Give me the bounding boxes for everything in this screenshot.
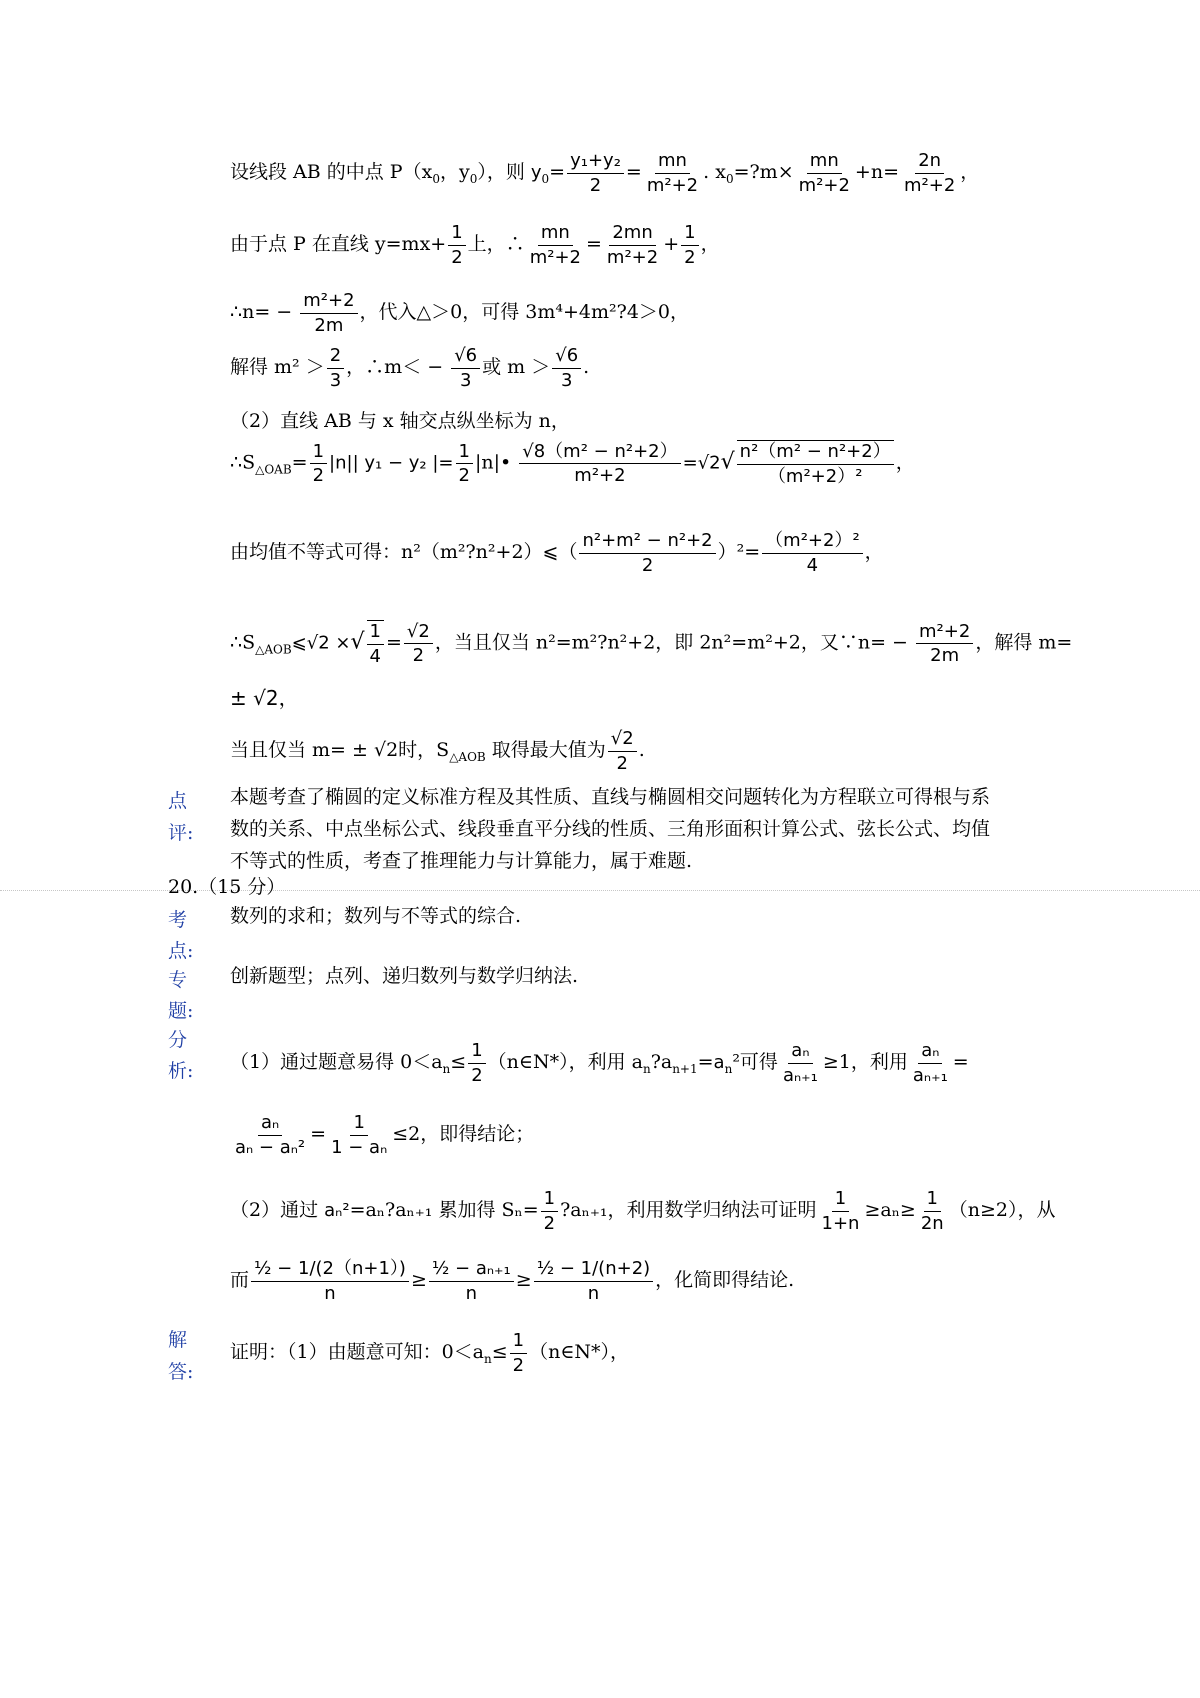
kaodian-label-top: 考	[168, 909, 188, 931]
text: .	[583, 356, 590, 379]
text: 设线段 AB 的中点 P（x	[230, 161, 433, 184]
analysis-line-1: （1）通过题意易得 $0<a_n\le$ $\frac{1}{2}$ （n∈N*），利用 $a_n?a_{n+1}=a_n^2$可得 $\frac{\text{aₙ}}{\text{aₙ₊₁}}$ ≥1，利用 $\frac{\text{aₙ}}{\text{aₙ₊₁}}$ =	[230, 1040, 969, 1086]
numerator: aₙ	[258, 1112, 282, 1136]
fraction	[327, 345, 344, 391]
denominator: 2	[471, 1064, 483, 1086]
subscript: △AOB	[449, 749, 486, 764]
solution-line-max-area	[230, 728, 645, 774]
fenxi-label-top: 分	[168, 1029, 188, 1051]
text: =?m×	[733, 161, 794, 184]
analysis-line-4	[230, 1258, 794, 1304]
text: =	[385, 631, 402, 654]
numerator: 1	[832, 1188, 849, 1212]
text: 由均值不等式可得：n²（m²?n²+2）⩽（	[230, 541, 578, 564]
fraction	[762, 530, 863, 576]
numerator: 1	[456, 441, 473, 465]
zhuanti-text	[230, 965, 578, 988]
question-20-title	[168, 876, 285, 899]
fraction	[918, 1188, 947, 1234]
text: ）²=	[717, 541, 761, 564]
text: |n|| y₁ − y₂ |=	[329, 452, 454, 474]
denominator: aₙ₊₁	[782, 1064, 818, 1086]
fraction	[456, 441, 473, 487]
denominator: 2	[589, 174, 602, 196]
fraction	[579, 530, 715, 576]
text: 当且仅当 m= ± √2时，S	[230, 739, 450, 762]
denominator: m²+2	[646, 174, 699, 196]
fraction	[780, 1040, 821, 1086]
numerator: 1	[310, 441, 327, 465]
numerator: ½ − 1/(n+2)	[534, 1258, 653, 1282]
denominator: 2	[543, 1212, 556, 1234]
text: ，解得 m=	[975, 631, 1073, 654]
text: 由于点 P 在直线 y=mx+	[230, 233, 447, 256]
text: ，	[895, 451, 915, 474]
text: 解得 m² ＞	[230, 356, 325, 379]
text: ），则	[477, 161, 531, 184]
text: y	[530, 162, 542, 184]
fraction	[468, 1040, 485, 1086]
comment-label-bottom: 评:	[168, 822, 194, 844]
text: a	[713, 1052, 725, 1074]
fraction	[451, 345, 480, 391]
fraction	[367, 620, 384, 667]
denominator: 2	[451, 246, 463, 268]
text: ，化简即得结论.	[655, 1269, 795, 1292]
denominator: 2m	[930, 645, 960, 667]
comment-line-1	[230, 786, 990, 809]
denominator: 4	[806, 554, 819, 576]
text: ≥aₙ≥	[864, 1199, 916, 1222]
fraction	[737, 440, 894, 487]
denominator: 2m	[314, 314, 344, 336]
fraction	[796, 150, 853, 196]
solution-line-n-value	[230, 290, 689, 336]
fraction	[916, 621, 973, 667]
fraction	[608, 728, 637, 774]
fraction	[519, 441, 680, 487]
solution-line-m-value	[230, 686, 299, 710]
text: 不等式的性质，考查了推理能力与计算能力，属于难题.	[230, 850, 693, 872]
fraction	[644, 150, 701, 196]
solution-part1-line: 证明：（1）由题意可知：$0<a_n\le$ $\frac{1}{2}$ （n∈N*），	[230, 1330, 630, 1376]
text: 证明：（1）由题意可知：0＜a	[230, 1341, 485, 1364]
text: ?aₙ₊₁，利用数学归纳法可证明	[560, 1199, 817, 1222]
text: ∴S	[230, 451, 256, 474]
text: 而	[230, 1269, 250, 1292]
text: 本题考查了椭圆的定义标准方程及其性质、直线与椭圆相交问题转化为方程联立可得根与系	[230, 786, 991, 808]
solution-line-area-bound	[230, 620, 1072, 667]
denominator: m²+2	[574, 465, 626, 487]
text: 取得最大值为	[485, 739, 606, 762]
numerator: 1	[350, 1112, 367, 1136]
subscript: △OAB	[255, 462, 292, 477]
numerator: y₁+y₂	[567, 150, 624, 174]
denominator: m²+2	[529, 246, 581, 268]
denominator: 4	[369, 645, 381, 667]
numerator: mn	[655, 150, 690, 174]
numerator: √8（m² − n²+2）	[519, 441, 680, 465]
text: +	[663, 233, 680, 256]
zhuanti-label-top: 专	[168, 969, 188, 991]
text: （2）通过	[230, 1199, 325, 1222]
denominator: n	[324, 1282, 336, 1304]
text: ，代入△＞0，可得 3m⁴+4m²?4＞0，	[359, 301, 690, 324]
comment-line-2	[230, 818, 990, 841]
text: =	[585, 233, 602, 256]
fraction	[404, 621, 433, 667]
kaodian-text	[230, 905, 521, 928]
denominator: 2	[412, 645, 425, 667]
text: ≥1，利用	[822, 1051, 908, 1074]
fenxi-label-bottom: 析:	[168, 1060, 194, 1082]
numerator: 2	[327, 345, 344, 369]
denominator: 2	[512, 1354, 525, 1376]
text: |n|•	[474, 451, 518, 474]
text: ，y	[439, 161, 470, 184]
numerator: 1	[681, 222, 698, 246]
numerator: mn	[538, 222, 573, 246]
text: （n≥2），从	[948, 1199, 1056, 1222]
denominator: aₙ₊₁	[912, 1064, 948, 1086]
kaodian-label-bottom: 点:	[168, 940, 194, 962]
radical-sign: √	[350, 629, 365, 655]
denominator: 2	[312, 465, 325, 487]
solution-line-midpoint: 设线段 AB 的中点 $P(x_0$，$y_0$），则 $y_0=$ $\frac{\text{y₁+y₂}}{2}$ = $\frac{mn}{\text{m²+2}}$ . $x_0=?m\times$ $\frac{mn}{\text{m²+2}}$ +n= $\frac{2n}{\text{m²+2}}$ ，	[230, 150, 980, 196]
text: .	[638, 739, 645, 762]
text: =√2	[682, 452, 721, 474]
denominator: n	[587, 1282, 600, 1304]
text: 数列的求和；数列与不等式的综合.	[230, 905, 522, 927]
text: ∴S	[230, 631, 256, 654]
solution-line-part2-intro	[230, 410, 570, 433]
text: ± √2，	[230, 686, 299, 710]
fraction	[819, 1188, 863, 1234]
numerator: aₙ	[918, 1040, 942, 1064]
text: （n∈N*），	[529, 1341, 630, 1364]
text: ⩽√2 ×	[291, 632, 351, 654]
numerator: √6	[451, 345, 480, 369]
denominator: 1 − aₙ	[331, 1136, 388, 1158]
text: ，当且仅当 n²=m²?n²+2，即 2n²=m²+2，又∵n= −	[434, 631, 915, 654]
numerator: √6	[552, 345, 581, 369]
numerator: mn	[807, 150, 842, 174]
solution-line-area-formula	[230, 440, 915, 487]
denominator: 1+n	[821, 1212, 860, 1234]
solution-line-point-on-line	[230, 222, 720, 268]
text: （2）直线 AB 与 x 轴交点纵坐标为 n，	[230, 410, 570, 432]
text: . x	[703, 161, 726, 184]
text: ?a	[650, 1051, 673, 1074]
text: ≤	[491, 1341, 508, 1364]
fraction	[604, 222, 661, 268]
numerator: 2mn	[609, 222, 655, 246]
numerator: n²+m² − n²+2	[579, 530, 715, 554]
fraction	[510, 1330, 527, 1376]
text: 创新题型；点列、递归数列与数学归纳法.	[230, 965, 579, 987]
fraction	[910, 1040, 951, 1086]
denominator: 3	[560, 369, 573, 391]
fraction	[527, 222, 584, 268]
text: ∴n= −	[230, 301, 299, 324]
numerator: aₙ	[788, 1040, 812, 1064]
text: =	[291, 451, 308, 474]
text: ，	[864, 541, 884, 564]
fraction	[448, 222, 465, 268]
denominator: aₙ − aₙ²	[235, 1136, 306, 1158]
solution-line-mean-inequality	[230, 530, 884, 576]
fraction	[251, 1258, 409, 1304]
text: =	[310, 1123, 327, 1146]
fraction	[552, 345, 581, 391]
fraction	[567, 150, 624, 196]
denominator: 3	[459, 369, 472, 391]
fraction	[534, 1258, 653, 1304]
numerator: m²+2	[916, 621, 973, 645]
fraction	[681, 222, 698, 268]
text: ≤	[450, 1051, 467, 1074]
text: ，	[960, 161, 980, 184]
text: 或 m ＞	[482, 356, 551, 379]
denominator: 2	[616, 752, 628, 774]
numerator: （m²+2）²	[762, 530, 863, 554]
text: aₙ²	[324, 1200, 350, 1222]
solution-line-m-range	[230, 345, 589, 391]
text: ≤2，即得结论；	[392, 1123, 535, 1146]
fraction	[429, 1258, 514, 1304]
zhuanti-label-bottom: 题:	[168, 1000, 194, 1022]
denominator: 2	[458, 465, 470, 487]
numerator: m²+2	[300, 290, 357, 314]
text: ²可得	[732, 1051, 778, 1074]
text: 数的关系、中点坐标公式、线段垂直平分线的性质、三角形面积计算公式、弦长公式、均值	[230, 818, 991, 840]
text: ≥	[410, 1269, 427, 1292]
subscript: △AOB	[255, 642, 292, 657]
comment-line-3	[230, 850, 692, 873]
numerator: 1	[510, 1330, 527, 1354]
numerator: √2	[608, 728, 637, 752]
numerator: ½ − aₙ₊₁	[429, 1258, 514, 1282]
text: +n=	[854, 161, 899, 184]
text: （1）通过题意易得 0＜a	[230, 1051, 443, 1074]
analysis-line-2	[230, 1112, 534, 1158]
text: =aₙ?aₙ₊₁ 累加得 Sₙ=	[349, 1199, 539, 1222]
numerator: 1	[924, 1188, 941, 1212]
fraction	[901, 150, 958, 196]
fraction	[310, 441, 327, 487]
radical-sign: √	[720, 449, 735, 475]
numerator: 1	[541, 1188, 558, 1212]
numerator: ½ − 1/(2（n+1）)	[251, 1258, 409, 1282]
denominator: m²+2	[904, 174, 956, 196]
denominator: 2	[641, 554, 654, 576]
numerator: n²（m² − n²+2）	[737, 441, 894, 465]
denominator: 2	[684, 246, 696, 268]
text: ，	[700, 233, 720, 256]
jieda-label-top: 解	[168, 1329, 188, 1351]
text: 20.（15 分）	[168, 876, 286, 898]
denominator: 2n	[920, 1212, 944, 1234]
denominator: n	[465, 1282, 478, 1304]
fraction	[232, 1112, 308, 1158]
fraction	[328, 1112, 390, 1158]
fraction	[541, 1188, 558, 1234]
numerator: 1	[448, 222, 465, 246]
denominator: （m²+2）²	[767, 465, 863, 487]
text: =	[952, 1051, 969, 1074]
denominator: m²+2	[606, 246, 659, 268]
jieda-label-bottom: 答:	[168, 1361, 194, 1383]
fraction	[300, 290, 357, 336]
text: =	[697, 1051, 714, 1074]
numerator: 2n	[915, 150, 944, 174]
denominator: 3	[329, 369, 342, 391]
text: 上，∴	[467, 233, 525, 256]
comment-label-top: 点	[168, 790, 188, 812]
numerator: 1	[367, 621, 384, 645]
text: （n∈N*），利用 a	[487, 1051, 643, 1074]
denominator: m²+2	[798, 174, 850, 196]
analysis-line-3	[230, 1188, 1055, 1234]
numerator: 1	[468, 1040, 485, 1064]
text: ，∴m＜ −	[346, 356, 450, 379]
text: ≥	[515, 1269, 532, 1292]
numerator: √2	[404, 621, 433, 645]
